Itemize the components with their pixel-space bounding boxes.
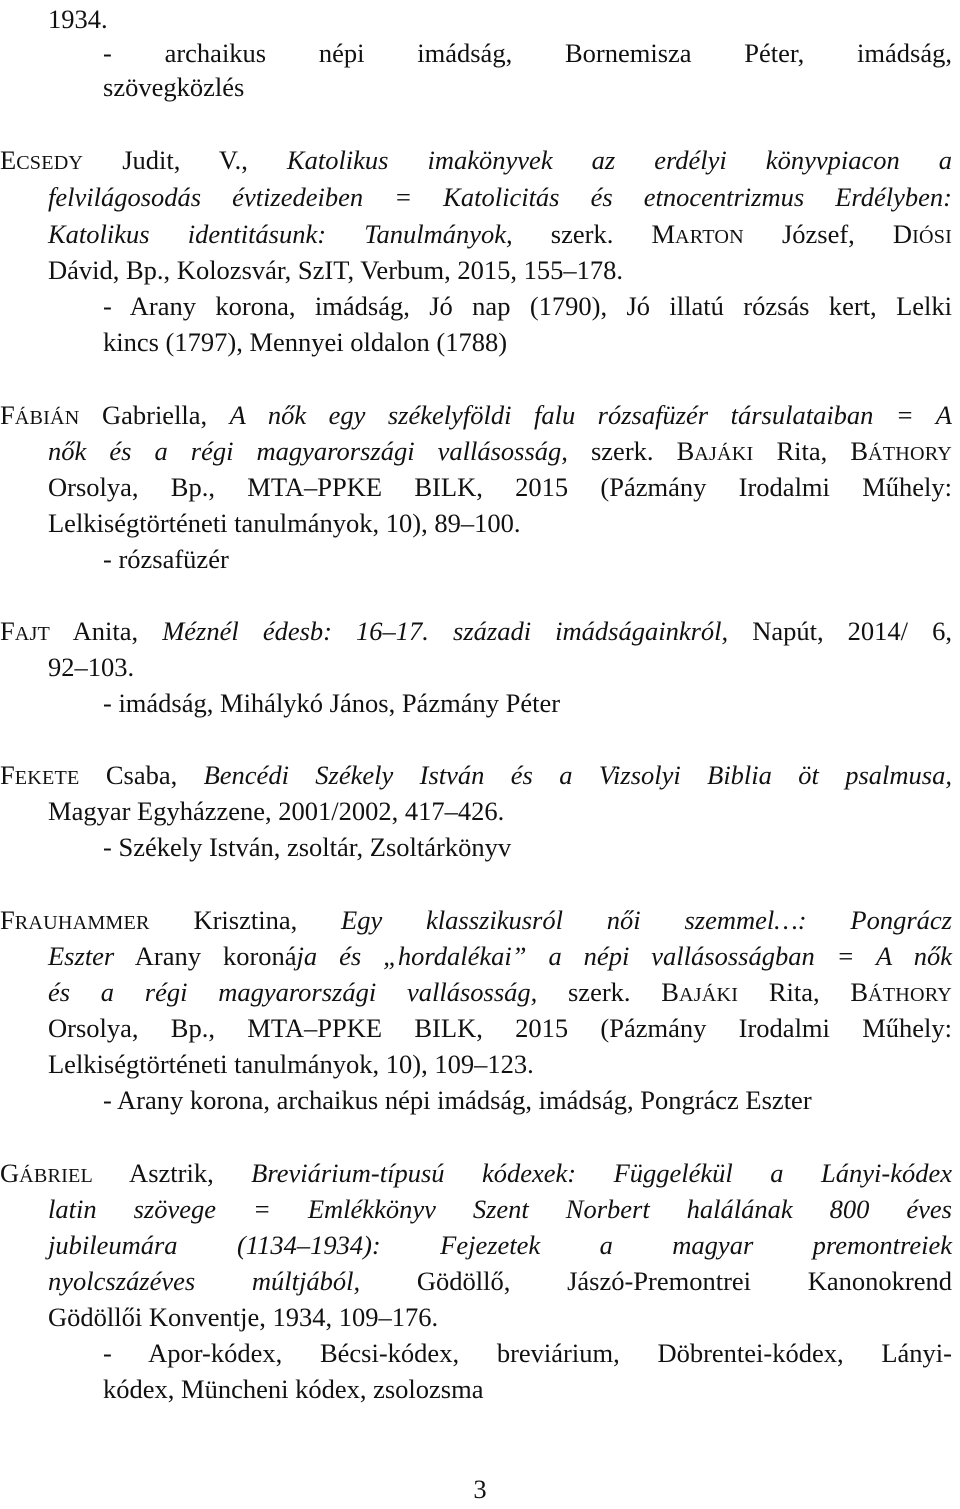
bib-entry-fajt-keywords: - imádság, Mihálykó János, Pázmány Péter	[103, 688, 561, 718]
publication-info: Gödöllő, Jászó-Premontrei Kanonokrend	[360, 1266, 953, 1296]
work-title-cont: nyolcszázéves múltjából,	[48, 1266, 361, 1296]
work-title: Bencédi Székely István és a Vizsolyi Biblia öt psalmusa,	[203, 760, 952, 790]
author-given: Judit, V.,	[83, 145, 287, 175]
bib-entry-ecsedy-line2: felvilágosodás évtizedeiben = Katolicitás és etnocentrizmus Erdélyben:	[48, 182, 952, 212]
bib-entry-gabriel-line5: Gödöllői Konventje, 1934, 109–176.	[48, 1302, 439, 1332]
author-initial: G	[0, 1158, 20, 1188]
publication-info: Napút, 2014/ 6,	[728, 616, 952, 646]
bib-entry-frauhammer-line1	[0, 903, 952, 940]
author-surname: ÁBRIEL	[19, 1165, 94, 1187]
bib-entry-frauhammer-line2	[48, 939, 952, 973]
bib-entry-fekete-line2: Magyar Egyházzene, 2001/2002, 417–426.	[48, 796, 505, 826]
work-title-cont: Eszter	[48, 941, 115, 971]
editor-initial: B	[661, 977, 679, 1007]
author-initial: F	[0, 760, 15, 790]
editor-surname: AJÁKI	[678, 984, 739, 1006]
author-surname: ÁBIÁN	[14, 407, 80, 429]
author-surname: EKETE	[14, 767, 80, 789]
author-given: Gabriella,	[79, 400, 230, 430]
bib-entry-ecsedy-line3	[48, 217, 952, 254]
editor-surname: AJÁKI	[694, 443, 754, 465]
bib-entry-gabriel-line3: jubileumára (1134–1934): Fejezetek a magyar premontreiek	[48, 1230, 952, 1260]
work-title: Egy klasszikusról női szemmel…: Pongrácz	[341, 905, 952, 935]
bib-entry-ecsedy-keywords: - Arany korona, imádság, Jó nap (1790), Jó illatú rózsás kert, Lelki	[103, 291, 952, 321]
bib-entry-gabriel-keywords: - Apor-kódex, Bécsi-kódex, breviárium, Döbrentei-kódex, Lányi-	[103, 1338, 952, 1368]
bib-entry-fabian-line1	[0, 398, 952, 435]
bib-entry-fabian-line3: Orsolya, Bp., MTA–PPKE BILK, 2015 (Pázmány Irodalmi Műhely:	[48, 472, 952, 502]
editor2-surname: ÁTHORY	[868, 443, 952, 465]
editor2-initial: B	[850, 436, 869, 466]
work-title: A nők egy székelyföldi falu rózsafüzér társulataiban = A	[229, 400, 952, 430]
page-number: 3	[473, 1474, 487, 1504]
author-surname: AJT	[14, 623, 51, 645]
bib-entry-fekete-keywords: - Székely István, zsoltár, Zsoltárkönyv	[103, 832, 512, 862]
editor-given: Rita,	[738, 977, 851, 1007]
work-title-roman: Arany koroná	[114, 941, 297, 971]
bib-entry-frauhammer-line5: Lelkiségtörténeti tanulmányok, 10), 109–123.	[48, 1049, 534, 1079]
continued-entry-year: 1934.	[48, 4, 108, 34]
author-initial: E	[0, 145, 17, 175]
author-surname: CSEDY	[16, 152, 84, 174]
bib-entry-ecsedy-keywords-cont: kincs (1797), Mennyei oldalon (1788)	[103, 327, 508, 357]
author-given: Krisztina,	[149, 905, 342, 935]
editor2-surname: IÓSI	[912, 226, 952, 248]
bib-entry-gabriel-line1	[0, 1156, 952, 1193]
editor-initial: M	[651, 219, 676, 249]
bib-entry-gabriel-line4	[48, 1264, 952, 1298]
work-title: Breviárium-típusú kódexek: Függelékül a Lányi-kódex	[251, 1158, 952, 1188]
author-initial: F	[0, 400, 15, 430]
work-title: Méznél édesb: 16–17. századi imádságainkról,	[162, 616, 729, 646]
author-initial: F	[0, 616, 15, 646]
work-title-cont: Katolikus identitásunk: Tanulmányok,	[48, 219, 513, 249]
bib-entry-ecsedy-line4: Dávid, Bp., Kolozsvár, SzIT, Verbum, 2015, 155–178.	[48, 255, 624, 285]
editor-given: Rita,	[753, 436, 851, 466]
work-title-cont2: ja és „hordalékai” a népi vallásosságban = A nők	[296, 941, 952, 971]
bib-entry-fajt-line1	[0, 614, 952, 651]
editor-label: szerk.	[567, 436, 677, 466]
bib-entry-gabriel-line2: latin szövege = Emlékkönyv Szent Norbert halálának 800 éves	[48, 1194, 952, 1224]
editor-label: szerk.	[537, 977, 662, 1007]
bib-entry-fabian-line4: Lelkiségtörténeti tanulmányok, 10), 89–100.	[48, 508, 521, 538]
bib-entry-fabian-line2	[48, 434, 952, 471]
bib-entry-frauhammer-line3	[48, 975, 952, 1012]
author-surname: RAUHAMMER	[14, 912, 150, 934]
bib-entry-fajt-line2: 92–103.	[48, 652, 135, 682]
author-given: Csaba,	[79, 760, 204, 790]
bib-entry-fabian-keywords: - rózsafüzér	[103, 544, 229, 574]
bib-entry-ecsedy-line1	[0, 143, 952, 180]
bib-entry-frauhammer-line4: Orsolya, Bp., MTA–PPKE BILK, 2015 (Pázmány Irodalmi Műhely:	[48, 1013, 952, 1043]
editor-initial: B	[676, 436, 695, 466]
bib-entry-gabriel-keywords-cont: kódex, Müncheni kódex, zsolozsma	[103, 1374, 484, 1404]
editor2-initial: B	[850, 977, 869, 1007]
work-title: Katolikus imakönyvek az erdélyi könyvpiacon a	[286, 145, 952, 175]
bib-entry-fekete-line1	[0, 758, 952, 795]
editor2-initial: D	[892, 219, 913, 249]
author-given: Asztrik,	[93, 1158, 252, 1188]
editor-surname: ARTON	[675, 226, 744, 248]
work-title-cont: nők és a régi magyarországi vallásosság,	[48, 436, 568, 466]
editor2-surname: ÁTHORY	[868, 984, 952, 1006]
bib-entry-frauhammer-keywords: - Arany korona, archaikus népi imádság, imádság, Pongrácz Eszter	[103, 1085, 812, 1115]
author-given: Anita,	[50, 616, 163, 646]
work-title-cont3: és a régi magyarországi vallásosság,	[48, 977, 538, 1007]
continued-entry-keywords: - archaikus népi imádság, Bornemisza Péter, imádság,	[103, 38, 952, 68]
editor-given: József,	[743, 219, 893, 249]
editor-label: szerk.	[512, 219, 652, 249]
continued-entry-keywords-cont: szövegközlés	[103, 72, 245, 102]
author-initial: F	[0, 905, 15, 935]
